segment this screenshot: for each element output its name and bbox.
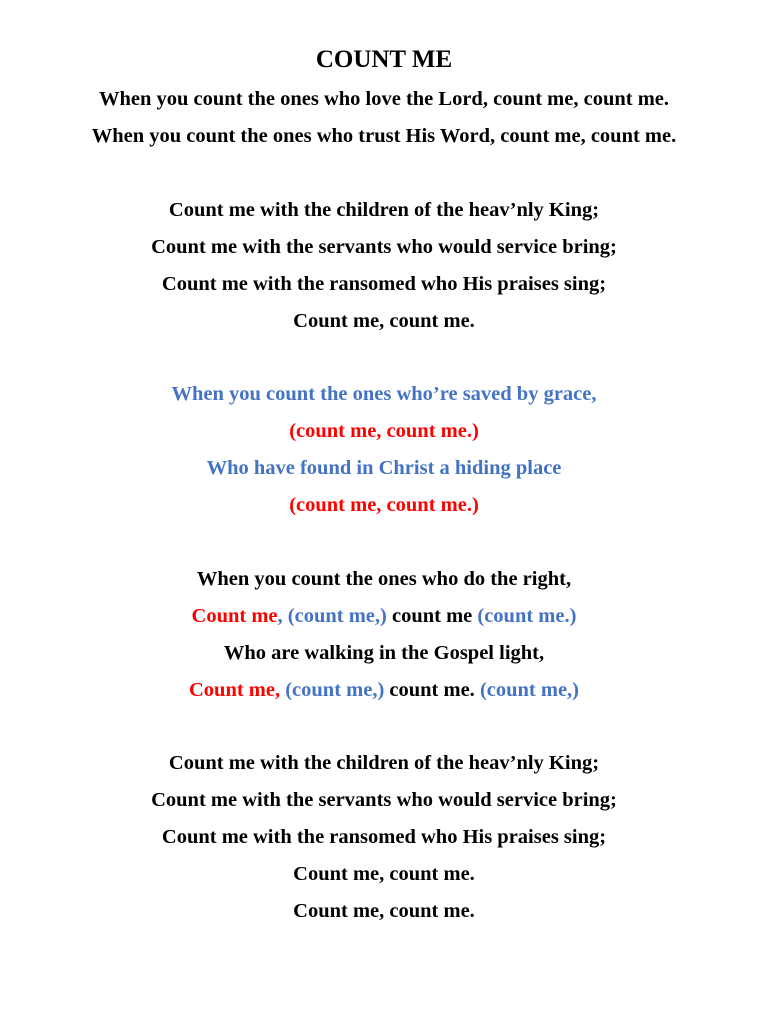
verse3-line2-part2: , (count me,) <box>277 605 387 627</box>
verse3-line4-part1: Count me, <box>188 679 281 701</box>
chorus2-line2: Count me with the servants who would service bring; <box>151 789 617 811</box>
verse2-line3: Who have found in Christ a hiding place <box>206 457 562 479</box>
song-title: COUNT ME <box>315 46 453 73</box>
verse3-line2-part3: count me <box>386 605 478 627</box>
verse3-line2 <box>0 602 768 630</box>
verse3-line4-part2: (count me,) <box>280 679 385 701</box>
chorus2-line3: Count me with the ransomed who His praises sing; <box>161 826 607 848</box>
verse2-line4: (count me, count me.) <box>289 494 479 516</box>
verse3-line1: When you count the ones who do the right, <box>196 568 572 590</box>
verse3-line4-part4: (count me,) <box>479 679 579 701</box>
chorus2-line5: Count me, count me. <box>293 900 475 922</box>
chorus1-line4: Count me, count me. <box>293 310 475 332</box>
verse1-line2: When you count the ones who trust His Word, count me, count me. <box>91 125 677 147</box>
verse3-line2-part4: (count me.) <box>477 605 577 627</box>
verse2-line1: When you count the ones who’re saved by grace, <box>171 383 597 405</box>
chorus1-line1: Count me with the children of the heav’nly King; <box>168 199 600 221</box>
verse2-line2: (count me, count me.) <box>289 420 479 442</box>
verse1-line1: When you count the ones who love the Lord, count me, count me. <box>98 88 670 110</box>
chorus2-line1: Count me with the children of the heav’nly King; <box>168 752 600 774</box>
chorus1-line3: Count me with the ransomed who His praises sing; <box>161 273 607 295</box>
verse3-line2-part1: Count me <box>191 605 278 627</box>
chorus1-line2: Count me with the servants who would service bring; <box>151 236 617 258</box>
verse3-line4-part3: count me. <box>384 679 480 701</box>
chorus2-line4: Count me, count me. <box>293 863 475 885</box>
verse3-line4 <box>0 676 768 704</box>
verse3-line3: Who are walking in the Gospel light, <box>223 642 545 664</box>
